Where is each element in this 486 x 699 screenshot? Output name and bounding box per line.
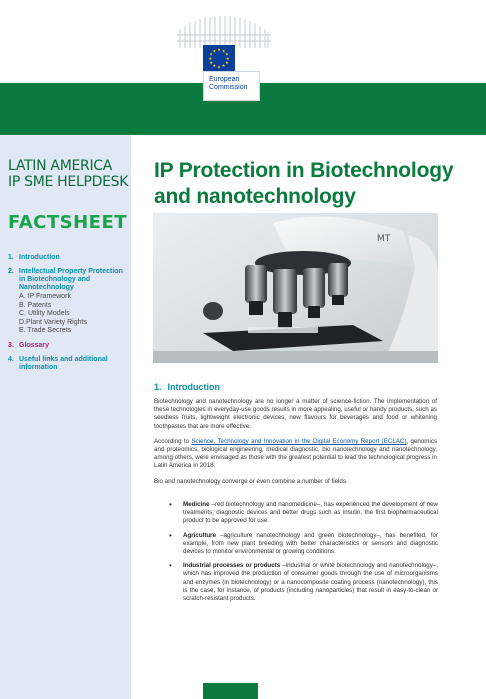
toc-item-useful-links[interactable] xyxy=(8,356,126,372)
page-title: IP Protection in Biotechnology and nanotechnology xyxy=(154,159,454,208)
header xyxy=(0,0,486,135)
bullet-text xyxy=(183,532,438,557)
microscope-photo xyxy=(153,213,438,363)
bullet-icon: • xyxy=(169,530,172,540)
svg-text:★: ★ xyxy=(224,60,229,65)
toc-item-glossary[interactable] xyxy=(8,342,126,350)
commission-label xyxy=(203,71,260,101)
toc-number: 2. xyxy=(8,268,14,275)
footer-green-tab xyxy=(203,683,258,699)
brand-line-1: LATIN AMERICA xyxy=(8,158,113,174)
toc-number: 4. xyxy=(8,355,14,363)
bullet-text xyxy=(183,501,438,526)
table-of-contents xyxy=(8,254,126,378)
brand-line-2: IP SME HELPDESK xyxy=(8,174,129,190)
toc-label: Intellectual Property Protection in Biotechnology and Nanotechnology xyxy=(19,268,123,291)
toc-number: 1. xyxy=(8,254,14,261)
bullet-icon: • xyxy=(169,500,172,509)
sidebar xyxy=(0,135,131,699)
european-commission-logo xyxy=(177,15,271,105)
commission-building-icon xyxy=(177,15,271,49)
svg-text:★: ★ xyxy=(208,55,213,61)
intro-body xyxy=(154,398,437,493)
toc-subitem-patents[interactable]: B. Patents xyxy=(19,301,52,309)
paragraph-1: Biotechnology and nanotechnology are no longer a matter of science-fiction. The implementation of these technologies in everyday-use goods results in more appealing, useful or handy products, such as seedless fruits, lightweight electronic devices, new flavours for beverages and food or whitening toothpastes that are more effective. xyxy=(154,398,437,430)
paragraph-2-suffix: , genomics and proteomics, biological engineering, medical diagnostic, bio nanotechnology and nanotechnology, among others, were envisaged as those with the greatest potential to lead the technological progress in Latin America in 2018. xyxy=(154,437,438,470)
org-line-1: European xyxy=(209,76,240,83)
bullet-body: –industrial or white biotechnology and nanotechnology–, which has improved the production of consumer goods through the use of microorganisms and enzymes (in biotechnology) or a nanocomposite coating process (nanotechnology), this is the case, for instance, of products (including nanoparticles) that result in easy-to-clean or scratch-resistant products. xyxy=(183,562,439,603)
toc-label: Introduction xyxy=(19,254,60,261)
section-title: Introduction xyxy=(167,382,221,392)
svg-text:★: ★ xyxy=(209,60,214,65)
bullet-text xyxy=(183,562,438,603)
toc-number: 3. xyxy=(8,341,14,349)
bullet-body: –agriculture nanotechnology and green biotechnology–, has benefited, for example, from new plant breeding with better characteristics or sensors and diagnostic devices to monitor environmental or growing conditions. xyxy=(183,531,438,556)
eu-flag-icon xyxy=(203,45,235,71)
org-line-2: Commission xyxy=(209,84,248,91)
bullet-lead: Agriculture xyxy=(183,531,217,539)
doc-type-label: FACTSHEET xyxy=(8,212,128,233)
toc-subitem-plant-variety-rights[interactable]: D.Plant Variety Rights xyxy=(19,318,87,326)
list-item xyxy=(169,501,438,526)
bullet-icon: • xyxy=(169,561,172,571)
svg-text:★: ★ xyxy=(221,63,226,69)
svg-text:★: ★ xyxy=(221,48,226,54)
toc-subitems xyxy=(19,293,126,336)
toc-subitem-ip-framework[interactable]: A. IP Framework xyxy=(19,293,71,300)
toc-subitem-utility-models[interactable]: C. Utility Models xyxy=(19,310,70,317)
svg-text:★: ★ xyxy=(212,48,217,54)
section-heading-introduction xyxy=(154,382,220,392)
bullet-body: –red biotechnology and nanomedicine–, has experienced the development of new treatments, diagnostic devices and better drugs such as insulin, the first biopharmaceutical product to be approved for use. xyxy=(183,501,438,525)
paragraph-3: Bio and nanotechnology converge or even combine a number of fields. xyxy=(154,477,348,485)
list-item xyxy=(169,562,438,603)
toc-item-ip-protection[interactable] xyxy=(8,268,126,292)
toc-label: Useful links and additional information xyxy=(19,355,108,371)
svg-text:★: ★ xyxy=(217,64,221,70)
toc-subitem-trade-secrets[interactable]: E. Trade Secrets xyxy=(19,327,72,334)
svg-text:★: ★ xyxy=(212,63,217,69)
bullet-lead: Industrial processes or products xyxy=(183,562,281,570)
paragraph-2 xyxy=(154,438,437,471)
toc-label: Glossary xyxy=(19,341,49,349)
svg-text:★: ★ xyxy=(209,51,214,57)
toc-item-introduction[interactable] xyxy=(8,254,126,262)
svg-text:★: ★ xyxy=(224,51,229,57)
fields-bullet-list xyxy=(169,501,438,609)
bullet-lead: Medicine xyxy=(183,501,210,508)
paragraph-2-prefix: According to xyxy=(154,437,192,445)
list-item xyxy=(169,532,438,557)
svg-text:★: ★ xyxy=(225,55,230,61)
svg-text:★: ★ xyxy=(217,47,221,53)
section-number: 1. xyxy=(154,382,162,392)
microscope-model-label: MT xyxy=(377,234,391,244)
eclac-report-link[interactable]: Science, Technology and Innovation in the Digital Economy Report (ECLAC) xyxy=(191,437,407,445)
